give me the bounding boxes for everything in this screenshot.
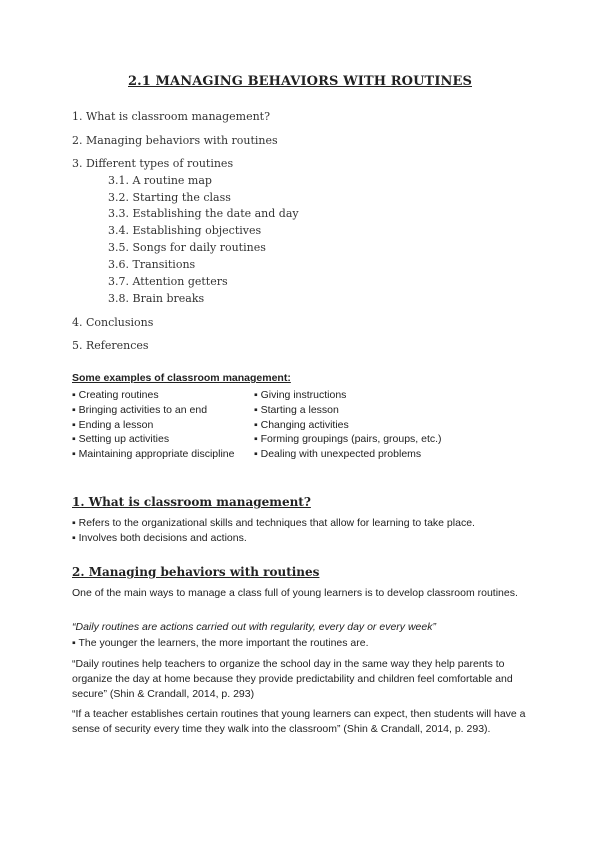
- section-1-heading: 1. What is classroom management?: [72, 495, 311, 509]
- example-right-3: ▪ Changing activities: [254, 419, 349, 431]
- example-left-3: ▪ Ending a lesson: [72, 419, 154, 431]
- section-2-quote-italic: “Daily routines are actions carried out with regularity, every day or every week”: [72, 621, 436, 633]
- example-right-4: ▪ Forming groupings (pairs, groups, etc.): [254, 433, 442, 445]
- toc-item-3: 3. Different types of routines: [72, 157, 234, 170]
- section-2-bullet: ▪ The younger the learners, the more important the routines are.: [72, 637, 369, 649]
- toc-subitem-3-3: 3.3. Establishing the date and day: [108, 207, 299, 220]
- example-right-5: ▪ Dealing with unexpected problems: [254, 448, 422, 460]
- example-left-5: ▪ Maintaining appropriate discipline: [72, 448, 235, 460]
- example-left-2: ▪ Bringing activities to an end: [72, 404, 208, 416]
- section-1-bullet-1: ▪ Refers to the organizational skills and techniques that allow for learning to take place.: [72, 517, 475, 529]
- example-right-2: ▪ Starting a lesson: [254, 404, 339, 416]
- toc-item-4: 4. Conclusions: [72, 316, 154, 329]
- section-2-intro: One of the main ways to manage a class full of young learners is to develop classroom routines.: [72, 587, 518, 599]
- toc-subitem-3-2: 3.2. Starting the class: [108, 191, 231, 204]
- section-1-bullet-2: ▪ Involves both decisions and actions.: [72, 532, 247, 544]
- example-right-1: ▪ Giving instructions: [254, 389, 347, 401]
- example-left-4: ▪ Setting up activities: [72, 433, 170, 445]
- example-left-1: ▪ Creating routines: [72, 389, 159, 401]
- toc-subitem-3-5: 3.5. Songs for daily routines: [108, 241, 266, 254]
- toc-item-2: 2. Managing behaviors with routines: [72, 134, 278, 147]
- toc-subitem-3-6: 3.6. Transitions: [108, 258, 196, 271]
- toc-subitem-3-7: 3.7. Attention getters: [108, 275, 228, 288]
- toc-subitem-3-1: 3.1. A routine map: [108, 174, 212, 187]
- section-2-quote-1: “Daily routines help teachers to organize the school day in the same way they help parents to organize the day at home because they provide predictability and children feel comfortable and secure” (Shin & Crandall, 2014, p. 293): [72, 658, 513, 700]
- toc-subitem-3-4: 3.4. Establishing objectives: [108, 224, 262, 237]
- section-2-heading: 2. Managing behaviors with routines: [72, 565, 320, 579]
- examples-heading: Some examples of classroom management:: [72, 372, 291, 384]
- page-title: 2.1 MANAGING BEHAVIORS WITH ROUTINES: [128, 74, 472, 89]
- toc-item-1: 1. What is classroom management?: [72, 110, 270, 123]
- toc-item-5: 5. References: [72, 339, 149, 352]
- toc-subitem-3-8: 3.8. Brain breaks: [108, 292, 205, 305]
- section-2-quote-2: “If a teacher establishes certain routines that young learners can expect, then students will have a sense of security every time they walk into the classroom” (Shin & Crandall, 2014, p. 293).: [72, 708, 526, 735]
